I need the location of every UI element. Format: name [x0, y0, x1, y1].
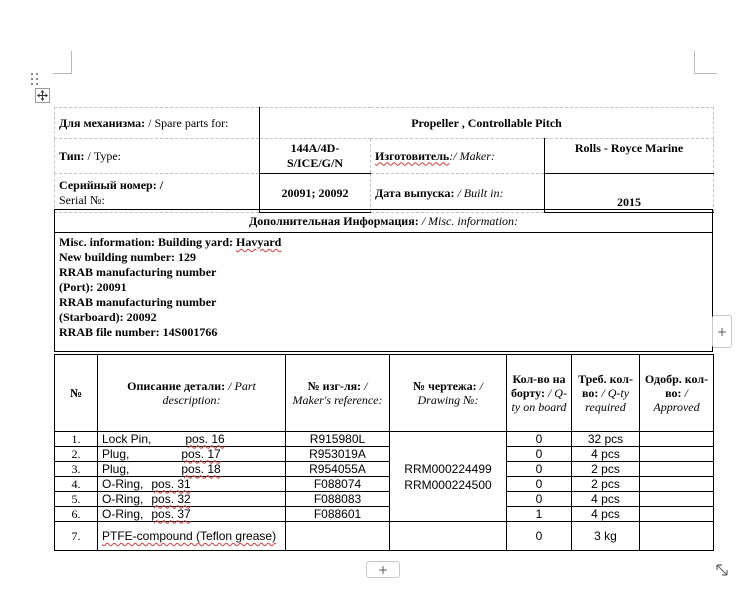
misc-info-body[interactable]: Misc. information: Building yard: Havyard New building number: 129 RRAB manufacturing number (Port): 20091 RRAB manufacturing number (Starboard): 20092 RRAB file number: 14S001766	[55, 233, 713, 352]
row-description[interactable]: PTFE-compound (Teflon grease)	[98, 522, 286, 551]
row-makers-reference[interactable]: R953019A	[286, 447, 390, 462]
row-drawing-number[interactable]	[390, 522, 507, 551]
row-description[interactable]: Plug, pos. 18	[98, 462, 286, 477]
maker-value[interactable]: Rolls - Royce Marine	[545, 139, 714, 174]
row-qty-on-board[interactable]: 0	[507, 447, 572, 462]
table-row[interactable]	[55, 432, 714, 447]
plus-icon: +	[377, 562, 389, 577]
row-description[interactable]: O-Ring, pos. 31	[98, 477, 286, 492]
header-drawing-number: № чертежа: / Drawing №:	[390, 355, 507, 432]
row-number: 3.	[55, 462, 98, 477]
drawing-numbers-cell[interactable]: RRM000224499 RRM000224500	[390, 432, 507, 522]
move-arrows-icon	[37, 90, 48, 101]
row-number: 7.	[55, 522, 98, 551]
row-number: 4.	[55, 477, 98, 492]
row-qty-required[interactable]: 3 kg	[572, 522, 640, 551]
spare-parts-row	[55, 108, 714, 139]
header-makers-reference: № изг-ля: / Maker's reference:	[286, 355, 390, 432]
table-drag-dots-icon[interactable]	[31, 73, 41, 87]
header-qty-required: Треб. кол-во: / Q-ty required	[572, 355, 640, 432]
serial-label: Серийный номер: / Serial №:	[55, 174, 260, 213]
page-crop-mark-top-left	[53, 51, 72, 74]
table-resize-handle[interactable]	[713, 562, 731, 578]
header-no: №	[55, 355, 98, 432]
row-approved[interactable]	[640, 462, 714, 477]
table-header-row	[55, 355, 714, 432]
table-move-handle[interactable]	[35, 88, 50, 103]
header-description: Описание детали: / Part description:	[98, 355, 286, 432]
row-qty-on-board[interactable]: 0	[507, 522, 572, 551]
row-number: 5.	[55, 492, 98, 507]
row-qty-on-board[interactable]: 0	[507, 477, 572, 492]
row-makers-reference[interactable]: F088074	[286, 477, 390, 492]
spare-parts-value[interactable]: Propeller , Controllable Pitch	[260, 108, 714, 139]
add-column-button[interactable]	[712, 315, 732, 348]
resize-diagonal-icon	[713, 562, 731, 578]
built-label: Дата выпуска: / Built in:	[371, 174, 545, 213]
plus-icon: +	[716, 324, 728, 339]
type-value[interactable]: 144A/4D-S/ICE/G/N	[260, 139, 371, 174]
serial-row	[55, 174, 714, 213]
row-makers-reference[interactable]: R954055A	[286, 462, 390, 477]
row-number: 2.	[55, 447, 98, 462]
row-qty-on-board[interactable]: 0	[507, 432, 572, 447]
row-number: 6.	[55, 507, 98, 522]
row-makers-reference[interactable]: R915980L	[286, 432, 390, 447]
row-qty-required[interactable]: 2 pcs	[572, 462, 640, 477]
row-qty-required[interactable]: 32 pcs	[572, 432, 640, 447]
serial-value[interactable]: 20091; 20092	[260, 174, 371, 213]
built-value[interactable]: 2015	[545, 174, 714, 213]
header-qty-on-board: Кол-во на борту: / Q-ty on board	[507, 355, 572, 432]
row-qty-required[interactable]: 4 pcs	[572, 507, 640, 522]
row-qty-required[interactable]: 2 pcs	[572, 477, 640, 492]
row-qty-on-board[interactable]: 1	[507, 507, 572, 522]
row-approved[interactable]	[640, 447, 714, 462]
row-qty-required[interactable]: 4 pcs	[572, 447, 640, 462]
row-description[interactable]: O-Ring, pos. 37	[98, 507, 286, 522]
misc-info-header: Дополнительная Информация: / Misc. information:	[55, 210, 713, 233]
maker-label: Изготовитель:/ Maker:	[371, 139, 545, 174]
row-qty-on-board[interactable]: 0	[507, 492, 572, 507]
table-row[interactable]	[55, 447, 714, 462]
row-qty-on-board[interactable]: 0	[507, 462, 572, 477]
row-makers-reference[interactable]	[286, 522, 390, 551]
spare-parts-label: Для механизма: / Spare parts for:	[55, 108, 260, 139]
row-approved[interactable]	[640, 432, 714, 447]
table-row[interactable]	[55, 507, 714, 522]
row-number: 1.	[55, 432, 98, 447]
spare-parts-table	[54, 354, 714, 551]
table-row[interactable]	[55, 492, 714, 507]
table-row[interactable]	[55, 462, 714, 477]
header-approved: Одобр. кол-во: / Approved	[640, 355, 714, 432]
type-label: Тип: / Type:	[55, 139, 260, 174]
row-approved[interactable]	[640, 477, 714, 492]
row-makers-reference[interactable]: F088601	[286, 507, 390, 522]
row-makers-reference[interactable]: F088083	[286, 492, 390, 507]
row-description[interactable]: Lock Pin, pos. 16	[98, 432, 286, 447]
misc-info-table	[54, 209, 713, 352]
table-row[interactable]	[55, 477, 714, 492]
row-approved[interactable]	[640, 492, 714, 507]
page-crop-mark-top-right	[694, 51, 717, 74]
equipment-info-table	[54, 107, 714, 213]
row-approved[interactable]	[640, 522, 714, 551]
row-description[interactable]: Plug, pos. 17	[98, 447, 286, 462]
row-approved[interactable]	[640, 507, 714, 522]
row-qty-required[interactable]: 4 pcs	[572, 492, 640, 507]
row-description[interactable]: O-Ring, pos. 32	[98, 492, 286, 507]
type-row	[55, 139, 714, 174]
add-row-button[interactable]	[366, 561, 400, 578]
table-row[interactable]	[55, 522, 714, 551]
